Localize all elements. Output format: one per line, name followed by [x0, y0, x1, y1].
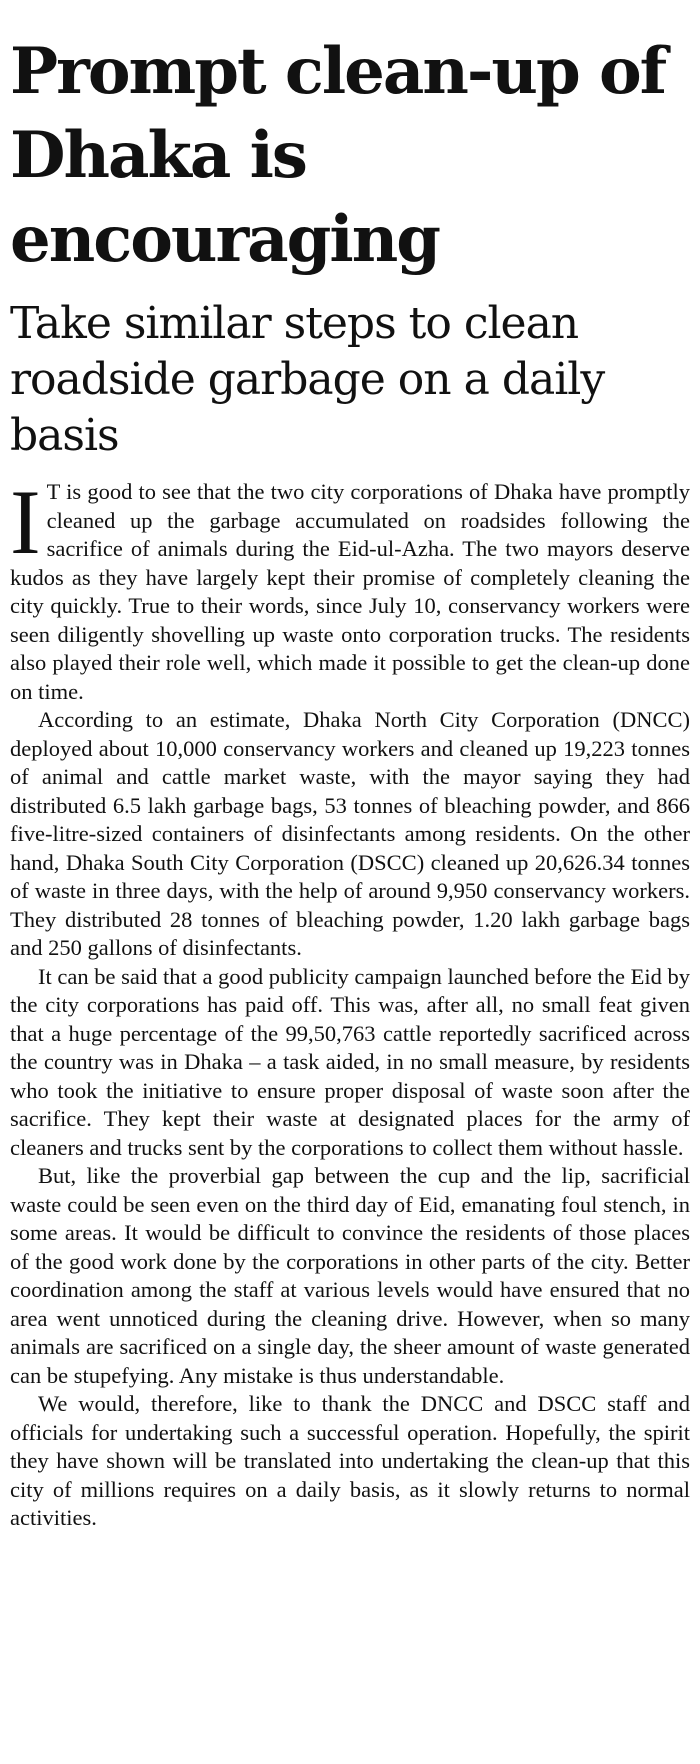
paragraph-4: But, like the proverbial gap between the cup and the lip, sacrificial waste could be seen even on the third day of Eid, emanating foul stench, in some areas. It would be difficult to convince the residents of those places of the good work done by the corporations in other parts of the city. Better coordination among the staff at various levels would have ensured that no area went unnoticed during the cleaning drive. However, when so many animals are sacrificed on a single day, the sheer amount of waste generated can be stupefying. Any mistake is thus understandable. — [10, 1163, 690, 1388]
paragraph-1-text: T is good to see that the two city corporations of Dhaka have promptly cleaned up the garbage accumulated on roadsides following the sacrifice of animals during the Eid-ul-Azha. The two mayors deserve kudos as they have largely kept their promise of completely cleaning the city quickly. True to their words, since July 10, conservancy workers were seen diligently shovelling up waste onto corporation trucks. The residents also played their role well, which made it possible to get the clean-up done on time. — [10, 479, 690, 704]
paragraph-2: According to an estimate, Dhaka North City Corporation (DNCC) deployed about 10,000 conservancy workers and cleaned up 19,223 tonnes of animal and cattle market waste, with the mayor saying they had distributed 6.5 lakh garbage bags, 53 tonnes of bleaching powder, and 866 five-litre-sized containers of disinfectants among residents. On the other hand, Dhaka South City Corporation (DSCC) cleaned up 20,626.34 tonnes of waste in three days, with the help of around 9,950 conservancy workers. They distributed 28 tonnes of bleaching powder, 1.20 lakh garbage bags and 250 gallons of disinfectants. — [10, 707, 690, 960]
subheadline: Take similar steps to clean roadside garbage on a daily basis — [10, 298, 605, 461]
headline: Prompt clean-up of Dhaka is encouraging — [10, 34, 666, 277]
paragraph-5: We would, therefore, like to thank the DNCC and DSCC staff and officials for undertaking such a successful operation. Hopefully, the spirit they have shown will be translated into undertaking the clean-up that this city of millions requires on a daily basis, as it slowly returns to normal activities. — [10, 1391, 690, 1530]
paragraph-1 — [10, 471, 690, 706]
article-body — [10, 471, 690, 1533]
paragraph-3: It can be said that a good publicity campaign launched before the Eid by the city corporations has paid off. This was, after all, no small feat given that a huge percentage of the 99,50,763 cattle reportedly sacrificed across the country was in Dhaka – a task aided, in no small measure, by residents who took the initiative to ensure proper disposal of waste soon after the sacrifice. They kept their waste at designated places for the army of cleaners and trucks sent by the corporations to collect them without hassle. — [10, 963, 690, 1160]
drop-cap: I — [10, 471, 41, 573]
